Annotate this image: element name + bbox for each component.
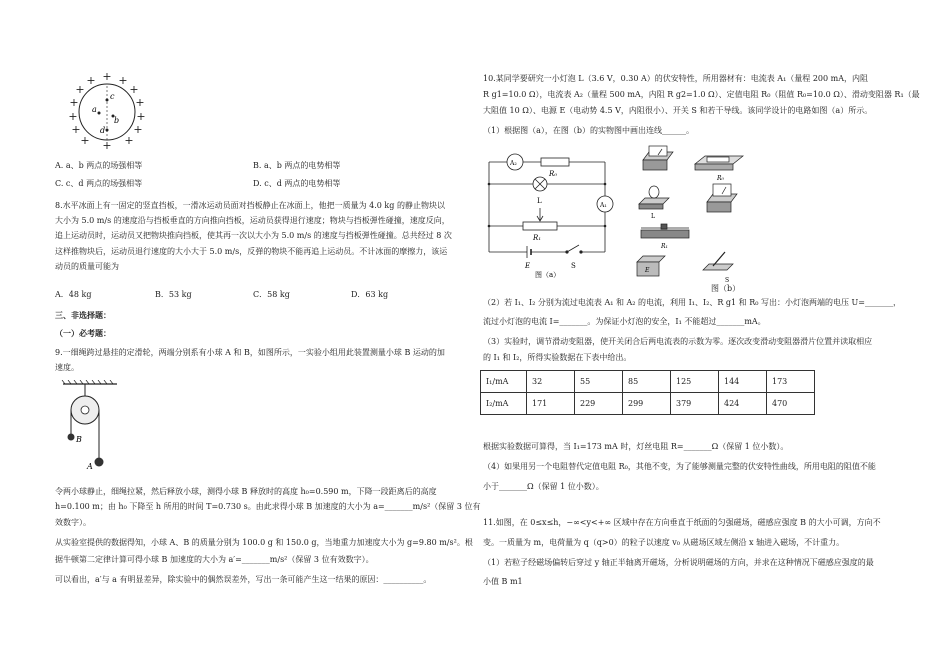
circuit-diagram-a <box>485 146 620 278</box>
q8-line-2: 大小为 5.0 m/s 的速度沿与挡板垂直的方向推向挡板，运动员获得退行速度；物块与挡板弹性碰撞，速度反向， <box>55 216 450 225</box>
q10-intro-4: （1）根据图（a），在图（b）的实物图中画出连线______。 <box>483 126 694 135</box>
point-d-label: d <box>100 126 106 135</box>
q7-option-c: C. c、d 两点的场强相等 <box>55 179 143 188</box>
photo-s-label: S <box>725 277 730 284</box>
q10-part4-line-1: （4）如果用另一个电阻替代定值电阻 R₀，其他不变，为了能够测量完整的伏安特性曲线，所用电阻的阻值不能 <box>483 462 876 471</box>
q11-line-2: 变。一质量为 m，电荷量为 q（q>0）的粒子以速度 v₀ 从磁场区域左侧沿 x 轴进入磁场，不计重力。 <box>483 538 845 547</box>
table-cell: 171 <box>527 393 575 415</box>
table-cell: 379 <box>671 393 719 415</box>
q9-body-3: 效数字）。 <box>55 518 91 527</box>
table-cell: 424 <box>719 393 767 415</box>
photo-e-label: E <box>645 267 650 274</box>
q7-option-a: A. a、b 两点的场强相等 <box>55 161 143 170</box>
q11-line-4: 小值 B m1 <box>483 577 523 586</box>
e-label: E <box>525 262 531 270</box>
svg-text:+: + <box>135 96 145 109</box>
a2-label: A₂ <box>510 160 517 167</box>
row-header-i1: I₁/mA <box>481 371 527 393</box>
figure-a-caption: 图（a） <box>535 271 561 278</box>
svg-text:+: + <box>118 74 128 87</box>
photo-lamp-label: L <box>651 213 655 220</box>
q8-option-d: D．63 kg <box>351 290 389 299</box>
apparatus-figure-b <box>633 142 753 286</box>
q10-intro-1: 10.某同学要研究一小灯泡 L（3.6 V，0.30 A）的伏安特性，所用器材有：电流表 A₁（量程 200 mA，内阻 <box>483 74 868 83</box>
row-header-i2: I₂/mA <box>481 393 527 415</box>
svg-text:+: + <box>86 74 96 87</box>
q8-line-3: 追上运动员时，运动员又把物块推向挡板，使其再一次以大小为 5.0 m/s 的速度与挡板弹性碰撞。总共经过 8 次 <box>55 231 452 240</box>
s-label: S <box>571 262 576 270</box>
q8-option-a: A．48 kg <box>55 290 92 299</box>
table-cell: 32 <box>527 371 575 393</box>
q8-option-c: C．58 kg <box>253 290 290 299</box>
q8-option-b: B．53 kg <box>155 290 192 299</box>
table-cell: 85 <box>623 371 671 393</box>
table-row <box>481 393 815 415</box>
q8-line-5: 动员的质量可能为 <box>55 262 119 271</box>
svg-text:+: + <box>136 110 146 123</box>
photo-r1-label: R₁ <box>661 243 668 250</box>
q8-line-1: 8.水平冰面上有一固定的竖直挡板，一滑冰运动员面对挡板静止在冰面上，他把一质量为 4.0 kg 的静止物块以 <box>55 201 445 210</box>
photo-r0-label: R₀ <box>717 175 724 182</box>
q9-intro-1: 9.一细绳跨过悬挂的定滑轮，两端分别系有小球 A 和 B，如图所示，一实验小组用此装置测量小球 B 运动的加 <box>55 348 445 357</box>
a1-label: A₁ <box>600 202 607 209</box>
data-table <box>480 370 815 415</box>
table-cell: 229 <box>575 393 623 415</box>
q7-option-b: B. a、b 两点的电势相等 <box>253 161 341 170</box>
q7-option-d: D. c、d 两点的电势相等 <box>253 179 341 188</box>
q8-line-4: 这样推物块后，运动员退行速度的大小大于 5.0 m/s，反弹的物块不能再追上运动员。不计冰面的摩擦力，该运 <box>55 247 448 256</box>
point-a-label: a <box>92 105 97 114</box>
r1-label: R₁ <box>533 234 542 242</box>
table-cell: 55 <box>575 371 623 393</box>
q10-part2-line-1: （2）若 I₁、I₂ 分别为流过电流表 A₁ 和 A₂ 的电流，利用 I₁、I₂、R g1 和 R₀ 写出：小灯泡两端的电压 U=_______， <box>483 298 901 307</box>
r0-label: R₀ <box>549 170 558 178</box>
q10-part3-line-2: 的 I₁ 和 I₂，所得实验数据在下表中给出。 <box>483 353 632 362</box>
point-c-label: c <box>110 92 115 101</box>
svg-text:+: + <box>124 134 134 147</box>
section-heading: 三、非选择题： <box>55 310 111 320</box>
svg-text:+: + <box>71 123 81 136</box>
svg-text:+: + <box>129 83 139 96</box>
svg-text:+: + <box>102 139 112 150</box>
q9-body-5: 据牛顿第二定律计算可得小球 B 加速度的大小为 a′=_______m/s²（保留 3 位有效数字）。 <box>55 555 374 564</box>
svg-text:+: + <box>75 83 85 96</box>
q10-intro-3: 大阻值 10 Ω）、电源 E（电动势 4.5 V，内阻很小）、开关 S 和若干导线。该同学设计的电路如图（a）所示。 <box>483 106 873 115</box>
q9-body-2: h=0.100 m；由 h₀ 下降至 h 所用的时间 T=0.730 s。由此求得小球 B 加速度的大小为 a=_______m/s²（保留 3 位有 <box>55 502 481 511</box>
table-cell: 144 <box>719 371 767 393</box>
table-cell: 299 <box>623 393 671 415</box>
q11-line-3: （1）若粒子经磁场偏转后穿过 y 轴正半轴离开磁场，分析说明磁场的方向，并求在这种情况下磁感应强度的最 <box>483 558 874 567</box>
point-b-label: b <box>114 116 120 125</box>
pulley-figure <box>61 380 121 472</box>
table-cell: 125 <box>671 371 719 393</box>
table-row <box>481 371 815 393</box>
q9-body-1: 令两小球静止，细绳拉紧，然后释放小球，测得小球 B 释放时的高度 h₀=0.590 m，下降一段距离后的高度 <box>55 487 437 496</box>
svg-text:+: + <box>102 70 112 83</box>
q9-intro-2: 速度。 <box>55 363 79 372</box>
q11-line-1: 11.如图，在 0≤x≤h，−∞<y<+∞ 区域中存在方向垂直于纸面的匀强磁场，磁感应强度 B 的大小可调，方向不 <box>483 518 881 527</box>
q9-body-6: 可以看出，a′与 a 有明显差异，除实验中的偶然误差外，写出一条可能产生这一结果的原因：__________。 <box>55 575 432 584</box>
q10-intro-2: R g1=10.0 Ω），电流表 A₂（量程 500 mA，内阻 R g2=1.0 Ω）、定值电阻 R₀（阻值 R₀=10.0 Ω）、滑动变阻器 R₁（最 <box>483 90 920 99</box>
q10-after-table: 根据实验数据可算得，当 I₁=173 mA 时，灯丝电阻 R=_______Ω（保留 1 位小数）。 <box>483 442 789 451</box>
q10-part2-line-2: 流过小灯泡的电流 I=_______。为保证小灯泡的安全，I₁ 不能超过_______mA。 <box>483 317 766 326</box>
q10-part3-line-1: （3）实验时，调节滑动变阻器，使开关闭合后两电流表的示数为零。逐次改变滑动变阻器滑片位置并读取相应 <box>483 337 873 346</box>
q10-part4-line-2: 小于_______Ω（保留 1 位小数）。 <box>483 482 604 491</box>
charged-sphere-figure <box>67 70 147 150</box>
required-heading: （一）必考题： <box>55 328 111 338</box>
svg-text:+: + <box>80 134 90 147</box>
ball-b-label: B <box>76 435 82 444</box>
svg-text:+: + <box>68 110 78 123</box>
svg-text:+: + <box>69 96 79 109</box>
lamp-label: L <box>537 197 542 205</box>
q9-body-4: 从实验室提供的数据得知，小球 A、B 的质量分别为 100.0 g 和 150.0 g，当地重力加速度大小为 g=9.80 m/s²。根 <box>55 538 473 547</box>
ball-a-label: A <box>87 462 93 471</box>
table-cell: 470 <box>767 393 815 415</box>
figure-b-caption: 图（b） <box>711 284 741 293</box>
svg-text:+: + <box>133 123 143 136</box>
table-cell: 173 <box>767 371 815 393</box>
